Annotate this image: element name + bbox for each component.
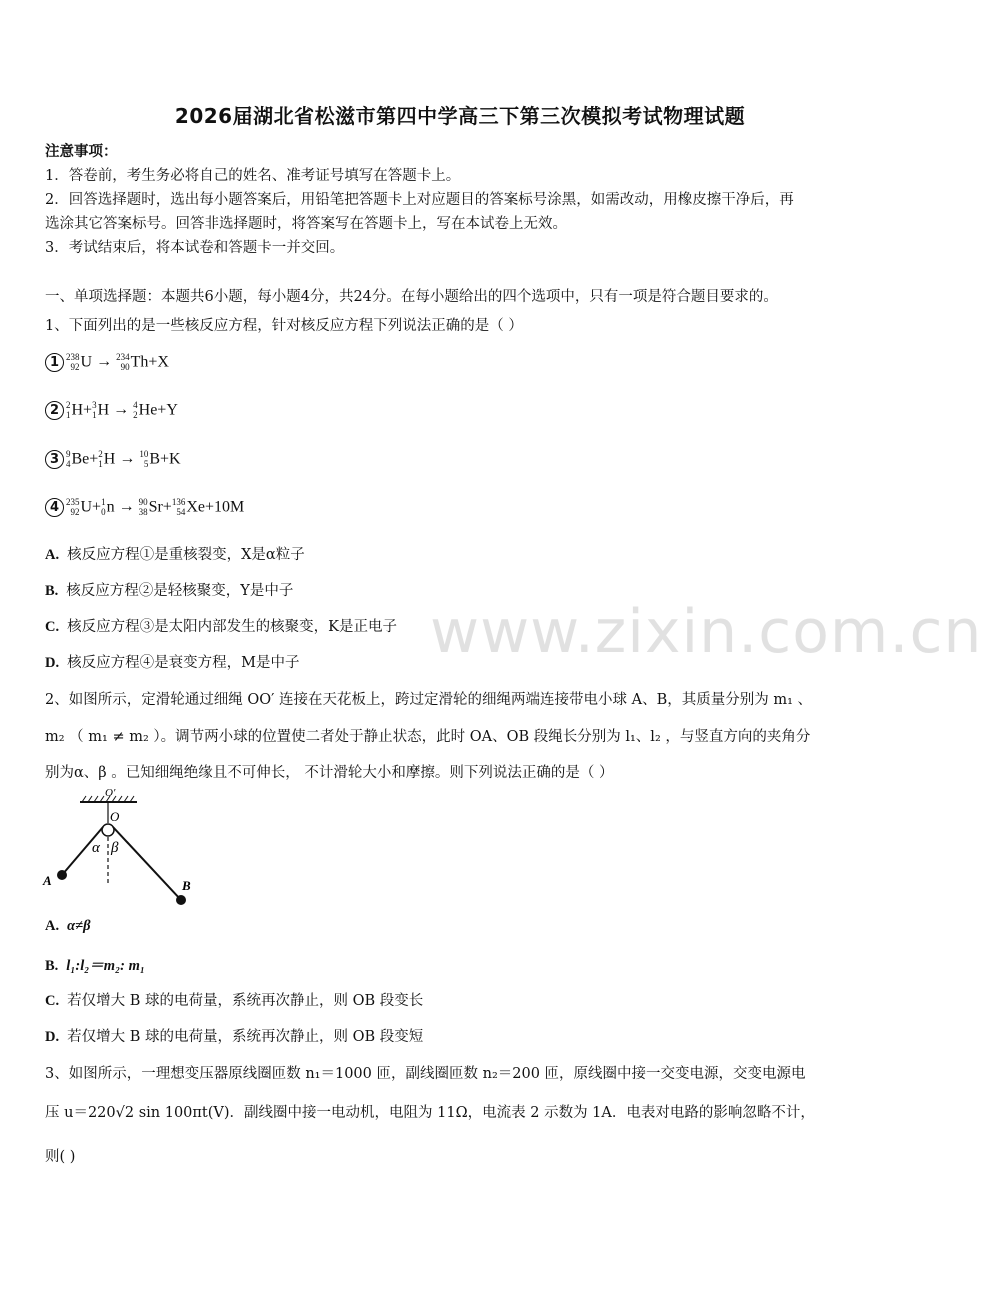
q2-option-c[interactable]: C. 若仅增大 B 球的电荷量，系统再次静止，则 OB 段变长 — [45, 993, 424, 1009]
notice-item: 1．答卷前，考生务必将自己的姓名、准考证号填写在答题卡上。 — [45, 168, 461, 184]
reaction-arrow: → — [113, 401, 130, 418]
label-b: B — [182, 878, 191, 893]
label-o-prime: O′ — [105, 787, 116, 799]
pulley-diagram — [40, 785, 210, 910]
q2-option-b[interactable]: B. l₁:l₂＝m₂: m₁ — [45, 958, 145, 974]
q1-option-c[interactable]: C. 核反应方程③是太阳内部发生的核聚变，K是正电子 — [45, 619, 397, 635]
reactant: 2 1 H — [98, 449, 116, 469]
equation-number: 3 — [45, 450, 64, 469]
label-a: A — [43, 873, 52, 888]
section-heading: 一、单项选择题：本题共6小题，每小题4分，共24分。在每小题给出的四个选项中，只有一项是符合题目要求的。 — [45, 289, 778, 305]
q2-stem-line: m₂ （ m₁ ≠ m₂ ）。调节两小球的位置使二者处于静止状态，此时 OA、OB 段绳长分别为 l₁、l₂ ，与竖直方向的夹角分 — [45, 729, 811, 745]
reaction-arrow: → — [96, 353, 113, 370]
product: 4 2 He+Y — [133, 400, 178, 420]
reactant: 238 92 U — [66, 352, 93, 372]
reaction-arrow: → — [118, 498, 135, 515]
q1-option-b[interactable]: B. 核反应方程②是轻核聚变，Y是中子 — [45, 583, 294, 599]
equation-number: 4 — [45, 498, 64, 517]
reactant: 2 1 H+ — [66, 400, 93, 420]
reaction-arrow: → — [119, 450, 136, 467]
notice-item: 3．考试结束后，将本试卷和答题卡一并交回。 — [45, 240, 345, 256]
notice-item: 选涂其它答案标号。回答非选择题时，将答案写在答题卡上，写在本试卷上无效。 — [45, 216, 567, 232]
product: 10 5 B+K — [139, 449, 181, 469]
q2-stem-line: 别为α、β 。已知细绳绝缘且不可伸长， 不计滑轮大小和摩擦。则下列说法正确的是（ ） — [45, 765, 614, 781]
q1-option-d[interactable]: D. 核反应方程④是衰变方程，M是中子 — [45, 655, 300, 671]
q2-stem-line: 2、如图所示，定滑轮通过细绳 OO′ 连接在天花板上，跨过定滑轮的细绳两端连接带电小球 A、B，其质量分别为 m₁ 、 — [45, 692, 813, 708]
q3-stem-line: 压 u＝220√2 sin 100πt(V)．副线圈中接一电动机，电阻为 11Ω，电流表 2 示数为 1A．电表对电路的影响忽略不计， — [45, 1105, 815, 1121]
q2-option-d[interactable]: D. 若仅增大 B 球的电荷量，系统再次静止，则 OB 段变短 — [45, 1029, 424, 1045]
product: 234 90 Th+X — [116, 352, 169, 372]
reactant: 1 0 n — [101, 497, 115, 517]
notice-heading: 注意事项： — [45, 143, 118, 160]
reactant: 235 92 U+ — [66, 497, 102, 517]
q1-stem: 1、下面列出的是一些核反应方程，针对核反应方程下列说法正确的是（ ） — [45, 318, 523, 334]
label-beta: β — [111, 840, 119, 856]
product: 90 38 Sr+ — [138, 497, 172, 517]
nuclear-equation — [45, 497, 244, 517]
equation-number: 1 — [45, 353, 64, 372]
equation-number: 2 — [45, 401, 64, 420]
notice-item: 2．回答选择题时，选出每小题答案后，用铅笔把答题卡上对应题目的答案标号涂黑，如需改动，用橡皮擦干净后，再 — [45, 192, 794, 208]
watermark: www.zixin.com.cn — [430, 597, 982, 667]
reactant: 9 4 Be+ — [66, 449, 99, 469]
q2-option-a[interactable]: A. α≠β — [45, 918, 91, 934]
q3-stem-line: 3、如图所示，一理想变压器原线圈匝数 n₁＝1000 匝，副线圈匝数 n₂＝200 匝，原线圈中接一交变电源，交变电源电 — [45, 1066, 806, 1082]
nuclear-equation — [45, 449, 181, 469]
nuclear-equation — [45, 400, 178, 420]
page-title: 2026届湖北省松滋市第四中学高三下第三次模拟考试物理试题 — [174, 104, 746, 128]
label-alpha: α — [92, 840, 100, 856]
reactant: 3 1 H — [92, 400, 110, 420]
product: 136 54 Xe+10M — [171, 497, 245, 517]
q3-stem-line: 则( ) — [45, 1149, 76, 1165]
label-o: O — [110, 809, 120, 824]
nuclear-equation — [45, 352, 169, 372]
q1-option-a[interactable]: A. 核反应方程①是重核裂变，X是α粒子 — [45, 547, 305, 563]
